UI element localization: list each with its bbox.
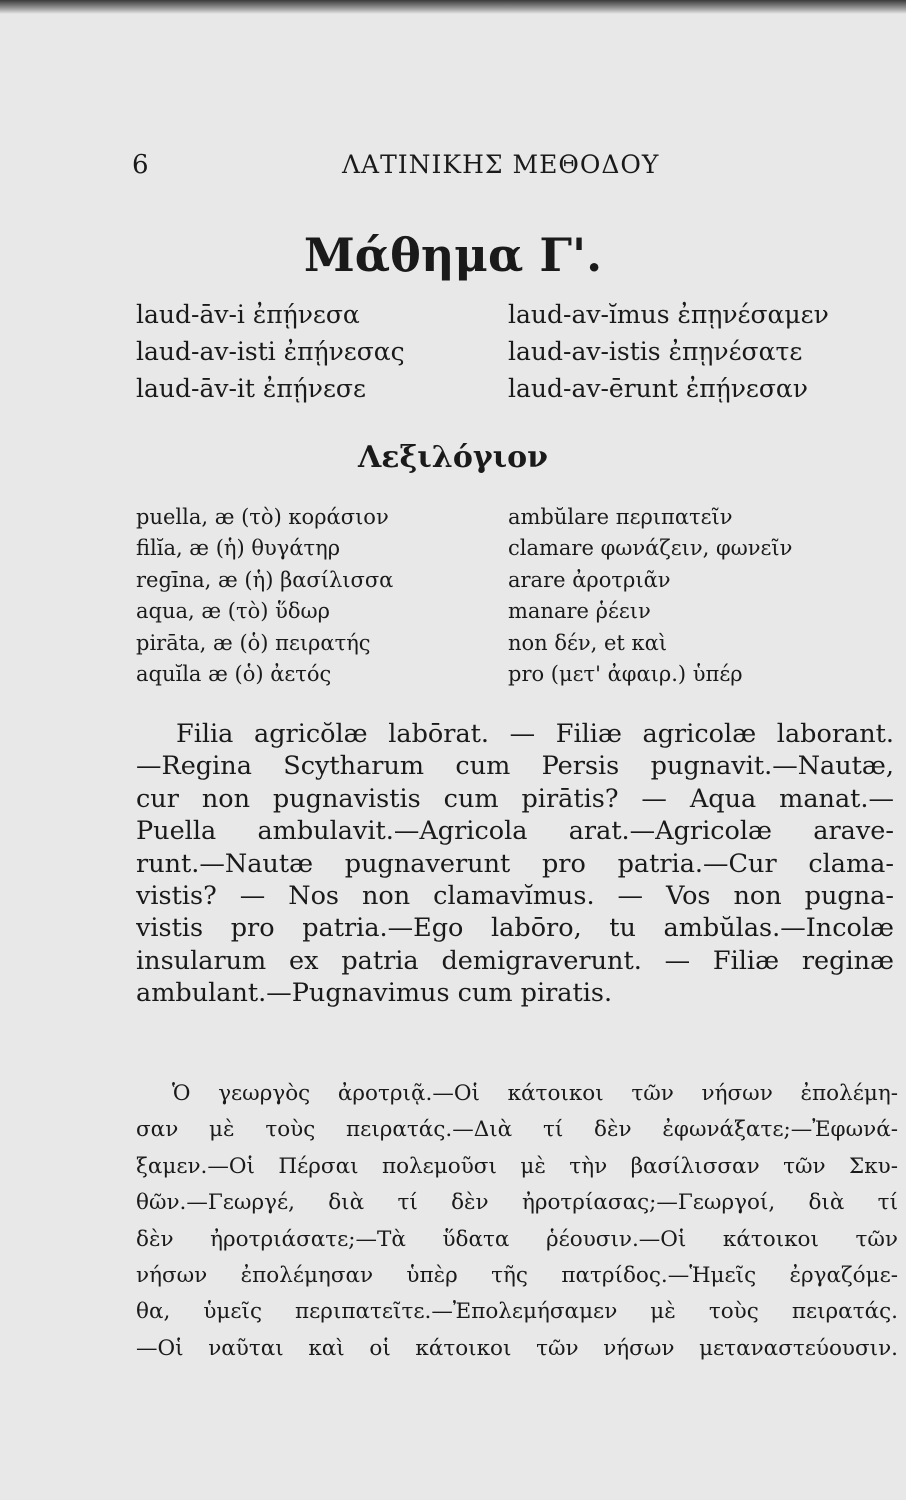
vocabulary-word: pro (μετ' ἀφαιρ.) ὑπέρ <box>508 661 743 686</box>
vocabulary-word: non δέν, et καὶ <box>508 630 668 655</box>
text-line: νήσων ἐπολέμησαν ὑπὲρ τῆς πατρίδος.—Ἡμεῖς ἐργαζόμε- <box>136 1263 898 1289</box>
running-head: ΛΑΤΙΝΙΚΗΣ ΜΕΘΟΔΟΥ <box>342 150 660 179</box>
text-line: δὲν ἠροτριάσατε;—Τὰ ὕδατα ῥέουσιν.—Οἱ κάτοικοι τῶν <box>136 1226 898 1252</box>
vocabulary-word: ambŭlare περιπατεῖν <box>508 505 733 529</box>
vocabulary-row <box>136 631 896 662</box>
greek-exercise <box>136 1076 898 1367</box>
text-line: θα, ὑμεῖς περιπατεῖτε.—Ἐπολεμήσαμεν μὲ τοὺς πειρατάς. <box>136 1299 898 1325</box>
latin-exercise <box>136 718 894 1010</box>
vocabulary-row <box>136 505 896 536</box>
vocabulary-title: Λεξιλόγιον <box>358 440 548 475</box>
text-line: insularum ex patria demigraverunt. — Filiæ reginæ <box>136 945 894 976</box>
text-line: ambulant.—Pugnavimus cum piratis. <box>136 978 613 1009</box>
conjugation-table <box>136 300 896 411</box>
conjugation-singular: laud-āv-i ἐπῄνεσα <box>136 300 360 329</box>
vocabulary-row <box>136 536 896 567</box>
vocabulary-word: arare ἀροτριᾶν <box>508 567 671 592</box>
text-line: Filia agricŏlæ labōrat. — Filiæ agricolæ laborant. <box>176 719 894 749</box>
page-number: 6 <box>132 150 149 180</box>
lesson-title: Μάθημα Γ'. <box>303 228 603 282</box>
vocabulary-noun: pirāta, æ (ὁ) πειρατής <box>136 630 371 655</box>
conjugation-singular: laud-av-isti ἐπῄνεσας <box>136 337 405 366</box>
vocabulary-row <box>136 599 896 630</box>
vocabulary-word: manare ῥέειν <box>508 599 651 624</box>
conjugation-plural: laud-av-istis ἐπῃνέσατε <box>508 337 803 366</box>
vocabulary-row <box>136 568 896 599</box>
conjugation-row <box>136 374 896 411</box>
text-line: cur non pugnavistis cum pirātis? — Aqua manat.— <box>136 783 894 814</box>
vocabulary-noun: regīna, æ (ἡ) βασίλισσα <box>136 567 394 592</box>
vocabulary-row <box>136 662 896 693</box>
text-line: ξαμεν.—Οἱ Πέρσαι πολεμοῦσι μὲ τὴν βασίλισσαν τῶν Σκυ- <box>136 1153 898 1179</box>
vocabulary-noun: aquĭla æ (ὁ) ἀετός <box>136 661 332 686</box>
conjugation-row <box>136 300 896 337</box>
text-line: —Regina Scytharum cum Persis pugnavit.—Nautæ, <box>136 751 894 782</box>
text-line: vistis? — Nos non clamavĭmus. — Vos non pugna- <box>136 881 894 912</box>
vocabulary-noun: puella, æ (τὸ) κοράσιον <box>136 505 389 529</box>
vocabulary-noun: aqua, æ (τὸ) ὕδωρ <box>136 599 330 624</box>
text-line: vistis pro patria.—Ego labōro, tu ambŭlas.—Incolæ <box>136 913 894 944</box>
text-line: Puella ambulavit.—Agricola arat.—Agricolæ arave- <box>136 816 894 847</box>
text-line: Ὁ γεωργὸς ἀροτριᾷ.—Οἱ κάτοικοι τῶν νήσων ἐπολέμη- <box>172 1081 898 1106</box>
conjugation-row <box>136 337 896 374</box>
page-header <box>132 150 892 190</box>
text-line: σαν μὲ τοὺς πειρατάς.—Διὰ τί δὲν ἐφωνάξατε;—Ἐφωνά- <box>136 1117 898 1143</box>
text-line: runt.—Nautæ pugnaverunt pro patria.—Cur clama- <box>136 848 894 879</box>
text-line: —Οἱ ναῦται καὶ οἱ κάτοικοι τῶν νήσων μεταναστεύουσιν. <box>136 1335 898 1361</box>
conjugation-plural: laud-av-ērunt ἐπῄνεσαν <box>508 374 808 403</box>
conjugation-plural: laud-av-ĭmus ἐπῃνέσαμεν <box>508 300 829 329</box>
text-line: θῶν.—Γεωργέ, διὰ τί δὲν ἠροτρίασας;—Γεωργοί, διὰ τί <box>136 1190 898 1216</box>
vocabulary-table <box>136 505 896 693</box>
vocabulary-word: clamare φωνάζειν, φωνεῖν <box>508 536 793 561</box>
vocabulary-noun: filĭa, æ (ἡ) θυγάτηρ <box>136 536 341 561</box>
conjugation-singular: laud-āv-it ἐπῄνεσε <box>136 374 366 403</box>
